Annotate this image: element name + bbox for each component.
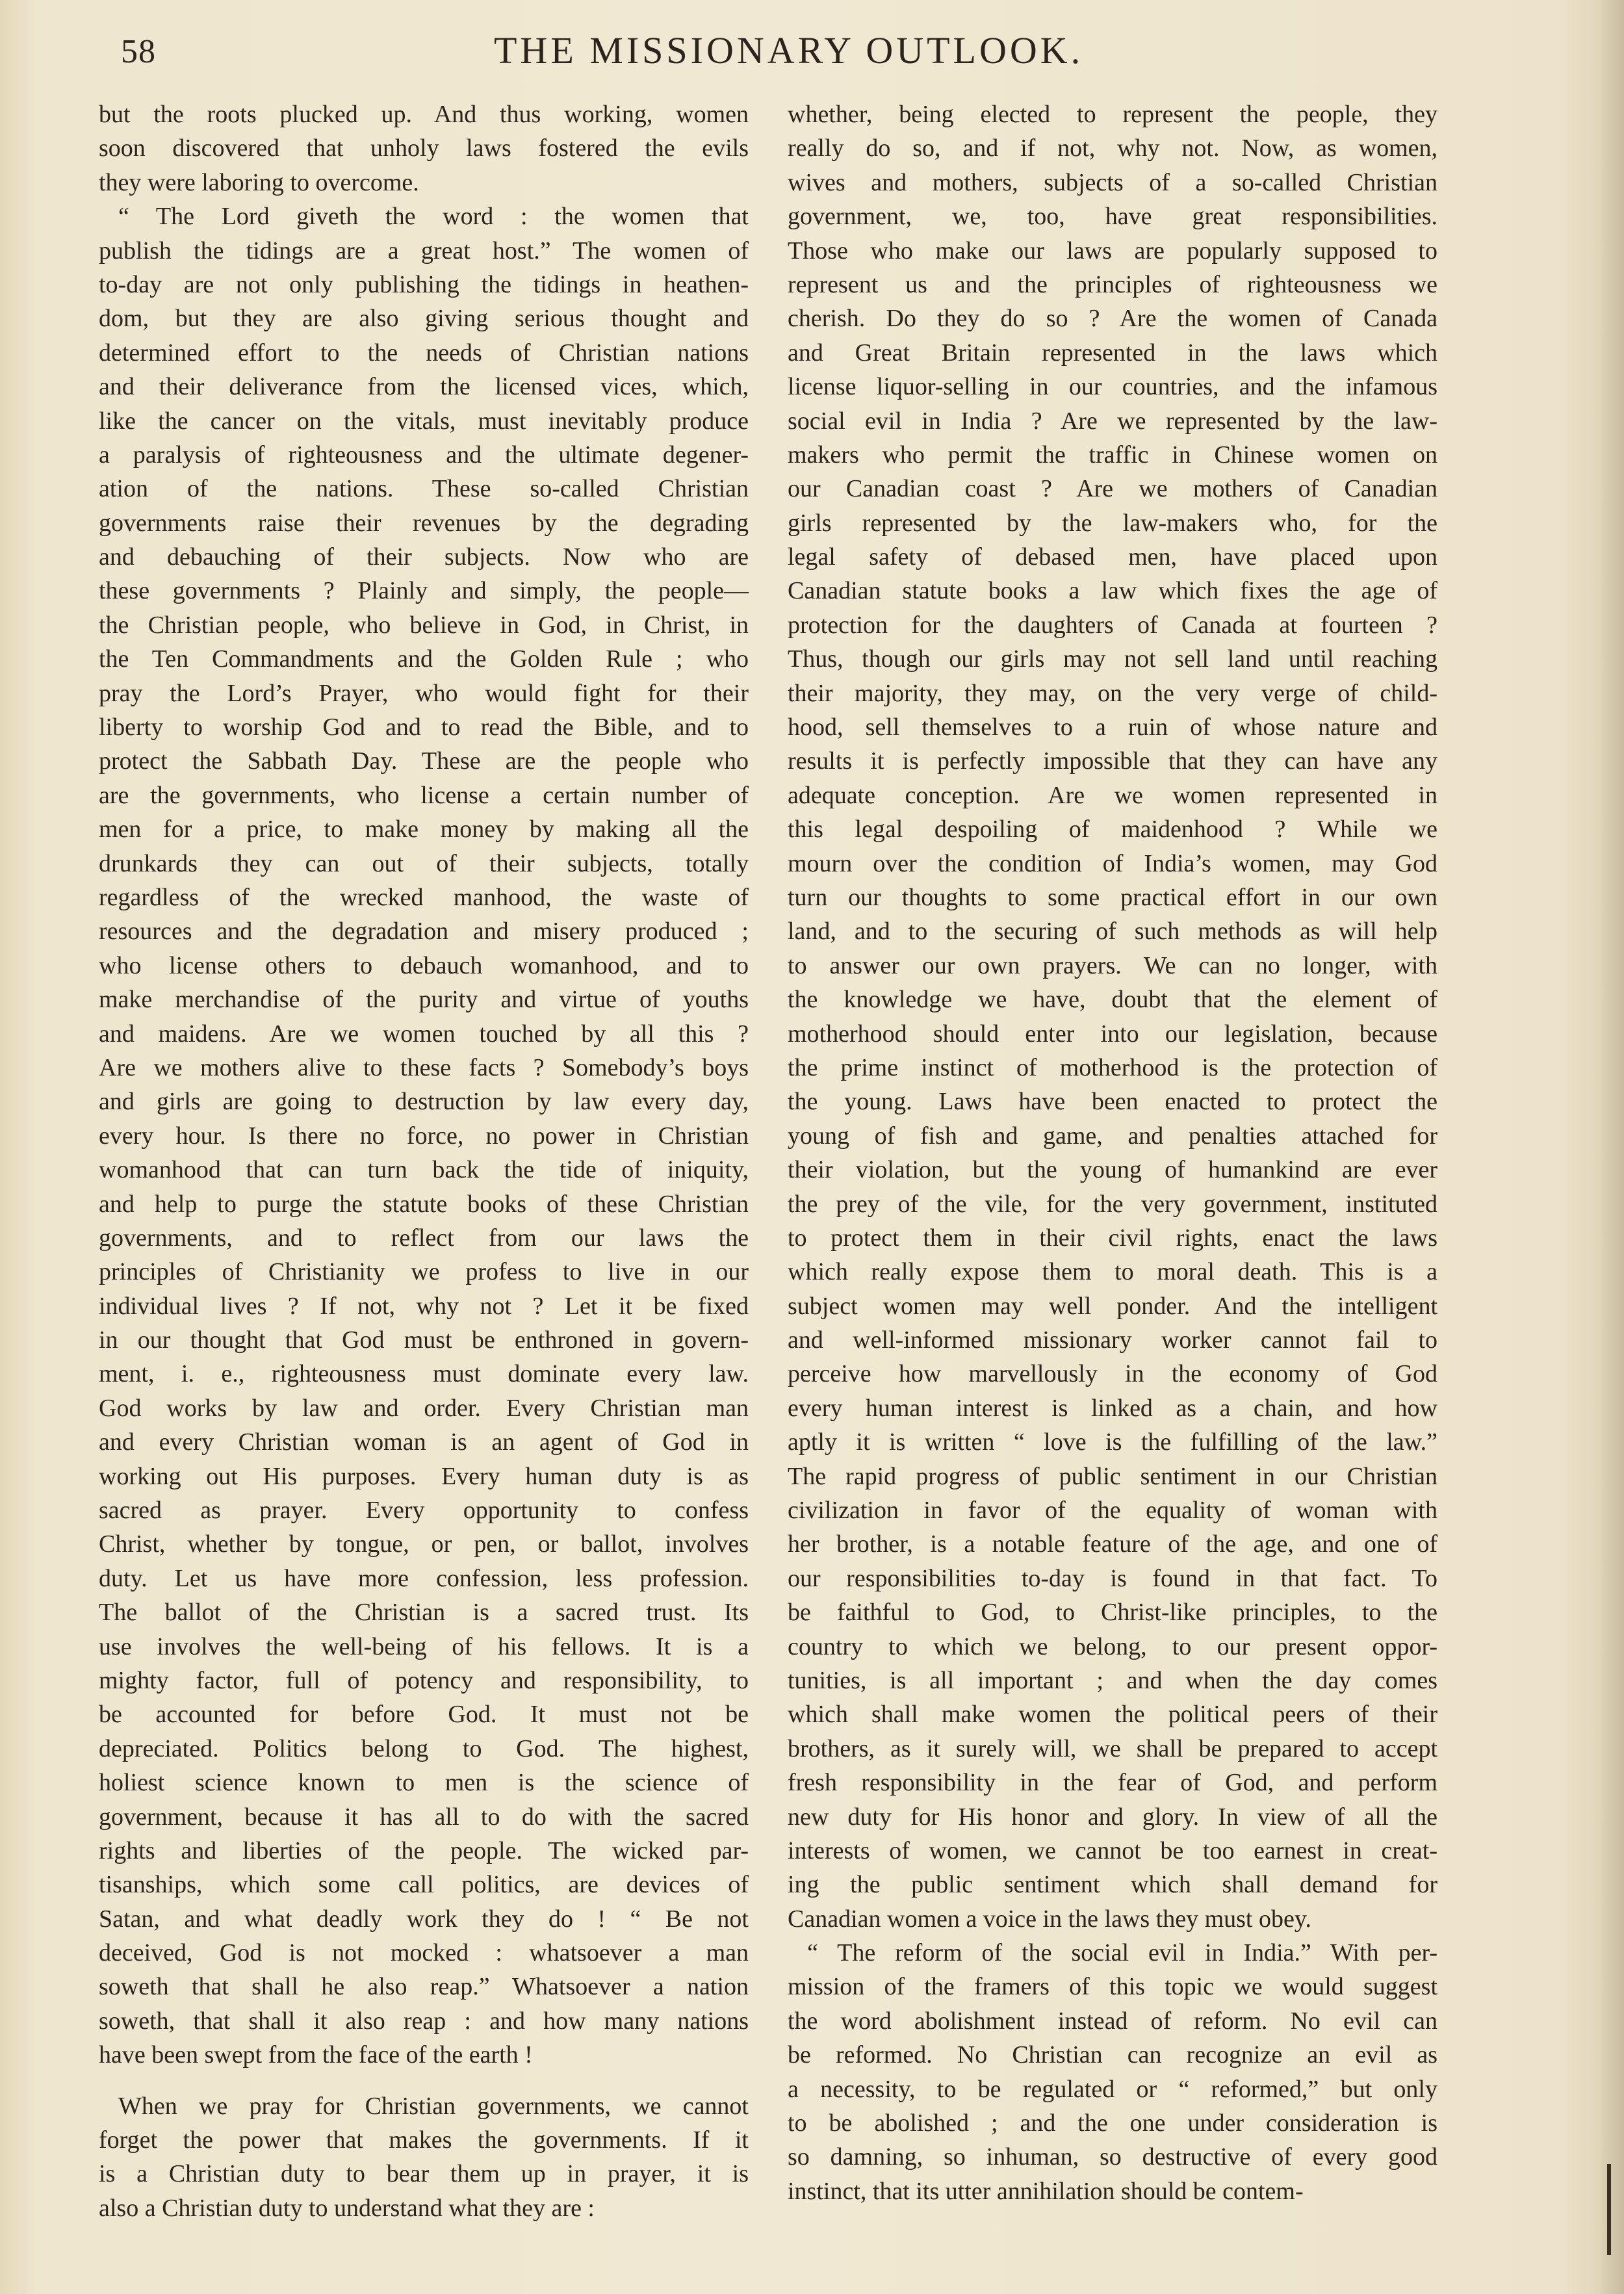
text-line: cherish. Do they do so ? Are the women of Canada <box>788 305 1437 333</box>
text-line: are the governments, who license a certain number of <box>99 781 749 809</box>
text-line: “ The Lord giveth the word : the women that <box>118 203 749 231</box>
page-edge-shadow <box>1598 0 1624 2294</box>
left-column <box>99 97 749 2225</box>
text-line: these governments ? Plainly and simply, the people— <box>99 577 749 605</box>
text-line: publish the tidings are a great host.” The women of <box>99 237 749 264</box>
text-line: governments, and to reflect from our laws the <box>99 1224 749 1252</box>
text-line: turn our thoughts to some practical effort in our own <box>788 883 1437 911</box>
text-line: Are we mothers alive to these facts ? Somebody’s boys <box>99 1053 749 1081</box>
text-line: working out His purposes. Every human duty is as <box>99 1462 749 1490</box>
text-line: government, because it has all to do with the sacred <box>99 1803 749 1831</box>
text-line: depreciated. Politics belong to God. The highest, <box>99 1734 749 1762</box>
text-line: Canadian women a voice in the laws they must obey. <box>788 1905 1311 1933</box>
text-line: individual lives ? If not, why not ? Let it be fixed <box>99 1292 749 1320</box>
right-column <box>788 97 1437 2208</box>
text-line: social evil in India ? Are we represented by the law- <box>788 407 1437 435</box>
text-line: sacred as prayer. Every opportunity to confess <box>99 1497 749 1525</box>
text-line: Christ, whether by tongue, or pen, or ballot, involves <box>99 1530 749 1558</box>
text-line: to protect them in their civil rights, enact the laws <box>788 1224 1437 1252</box>
text-line: and help to purge the statute books of these Christian <box>99 1190 749 1218</box>
text-line: the prime instinct of motherhood is the protection of <box>788 1053 1437 1081</box>
text-line: really do so, and if not, why not. Now, as women, <box>788 135 1437 162</box>
text-line: but the roots plucked up. And thus working, women <box>99 101 749 128</box>
text-line: government, we, too, have great responsibilities. <box>788 203 1437 231</box>
text-line: is a Christian duty to bear them up in prayer, it is <box>99 2160 749 2188</box>
text-line: drunkards they can out of their subjects, totally <box>99 849 749 877</box>
text-line: our responsibilities to-day is found in that fact. To <box>788 1564 1437 1592</box>
text-line: and girls are going to destruction by law every day, <box>99 1088 749 1116</box>
text-line: have been swept from the face of the earth ! <box>99 2041 533 2069</box>
text-line: governments raise their revenues by the degrading <box>99 509 749 537</box>
text-line: The rapid progress of public sentiment in our Christian <box>788 1462 1437 1490</box>
text-line: use involves the well-being of his fellows. It is a <box>99 1632 749 1660</box>
text-line: results it is perfectly impossible that they can have any <box>788 747 1437 775</box>
text-line: their violation, but the young of humankind are ever <box>788 1156 1437 1184</box>
text-line: every human interest is linked as a chain, and how <box>788 1394 1437 1422</box>
text-line: interests of women, we cannot be too earnest in creat- <box>788 1836 1437 1864</box>
text-line: motherhood should enter into our legislation, because <box>788 1020 1437 1048</box>
text-line: also a Christian duty to understand what they are : <box>99 2194 595 2222</box>
text-line: Canadian statute books a law which fixes the age of <box>788 577 1437 605</box>
text-line: principles of Christianity we profess to live in our <box>99 1258 749 1286</box>
text-line: and well-informed missionary worker cannot fail to <box>788 1326 1437 1354</box>
text-line: tisanships, which some call politics, are devices of <box>99 1871 749 1899</box>
text-line: God works by law and order. Every Christian man <box>99 1394 749 1422</box>
text-line: determined effort to the needs of Christian nations <box>99 339 749 367</box>
text-line: and their deliverance from the licensed vices, which, <box>99 373 749 401</box>
paragraph <box>99 200 749 2072</box>
paragraph <box>99 2089 749 2226</box>
text-line: soweth that shall he also reap.” Whatsoever a nation <box>99 1973 749 2001</box>
text-line: legal safety of debased men, have placed upon <box>788 543 1437 571</box>
text-line: regardless of the wrecked manhood, the waste of <box>99 883 749 911</box>
text-line: like the cancer on the vitals, must inevitably produce <box>99 407 749 435</box>
text-line: deceived, God is not mocked : whatsoever a man <box>99 1939 749 1967</box>
text-line: their majority, they may, on the very verge of child- <box>788 679 1437 707</box>
text-line: in our thought that God must be enthroned in govern- <box>99 1326 749 1354</box>
text-line: Satan, and what deadly work they do ! “ Be not <box>99 1905 749 1933</box>
text-line: every hour. Is there no force, no power in Christian <box>99 1122 749 1150</box>
text-line: pray the Lord’s Prayer, who would fight for their <box>99 679 749 707</box>
text-line: fresh responsibility in the fear of God, and perform <box>788 1769 1437 1797</box>
text-line: protection for the daughters of Canada at fourteen ? <box>788 611 1437 639</box>
text-line: the prey of the vile, for the very government, instituted <box>788 1190 1437 1218</box>
text-line: which shall make women the political peers of their <box>788 1701 1437 1729</box>
text-line: resources and the degradation and misery produced ; <box>99 918 749 946</box>
text-line: protect the Sabbath Day. These are the people who <box>99 747 749 775</box>
text-line: liberty to worship God and to read the Bible, and to <box>99 714 749 741</box>
text-line: country to which we belong, to our present oppor- <box>788 1632 1437 1660</box>
text-line: so damning, so inhuman, so destructive of every good <box>788 2143 1437 2171</box>
text-line: When we pray for Christian governments, we cannot <box>118 2092 749 2120</box>
text-line: license liquor-selling in our countries, and the infamous <box>788 373 1437 401</box>
text-line: brothers, as it surely will, we shall be prepared to accept <box>788 1734 1437 1762</box>
page-header <box>97 26 1462 84</box>
text-line: who license others to debauch womanhood, and to <box>99 951 749 979</box>
text-line: mourn over the condition of India’s women, may God <box>788 849 1437 877</box>
text-line: the Christian people, who believe in God, in Christ, in <box>99 611 749 639</box>
text-line: to answer our own prayers. We can no longer, with <box>788 951 1437 979</box>
text-line: to be abolished ; and the one under consideration is <box>788 2109 1437 2137</box>
text-line: our Canadian coast ? Are we mothers of Canadian <box>788 475 1437 503</box>
text-line: they were laboring to overcome. <box>99 168 419 196</box>
text-line: womanhood that can turn back the tide of iniquity, <box>99 1156 749 1184</box>
running-title: THE MISSIONARY OUTLOOK. <box>494 29 1084 71</box>
text-line: her brother, is a notable feature of the age, and one of <box>788 1530 1437 1558</box>
text-line: girls represented by the law-makers who, for the <box>788 509 1437 537</box>
text-line: wives and mothers, subjects of a so-called Christian <box>788 168 1437 196</box>
paragraph <box>99 97 749 200</box>
text-line: rights and liberties of the people. The wicked par- <box>99 1836 749 1864</box>
text-line: be faithful to God, to Christ-like principles, to the <box>788 1599 1437 1627</box>
text-line: mission of the framers of this topic we would suggest <box>788 1973 1437 2001</box>
text-line: duty. Let us have more confession, less profession. <box>99 1564 749 1592</box>
text-line: represent us and the principles of righteousness we <box>788 270 1437 298</box>
page-number: 58 <box>121 33 156 70</box>
paragraph-gap <box>99 2072 749 2089</box>
text-line: men for a price, to make money by making all the <box>99 816 749 844</box>
text-line: instinct, that its utter annihilation should be contem- <box>788 2177 1304 2205</box>
text-line: Those who make our laws are popularly supposed to <box>788 237 1437 264</box>
text-line: a paralysis of righteousness and the ultimate degener- <box>99 441 749 469</box>
text-line: hood, sell themselves to a ruin of whose nature and <box>788 714 1437 741</box>
text-line: the knowledge we have, doubt that the element of <box>788 986 1437 1014</box>
text-line: and debauching of their subjects. Now who are <box>99 543 749 571</box>
text-line: ation of the nations. These so-called Christian <box>99 475 749 503</box>
text-line: adequate conception. Are we women represented in <box>788 781 1437 809</box>
text-line: makers who permit the traffic in Chinese women on <box>788 441 1437 469</box>
text-line: soon discovered that unholy laws fostered the evils <box>99 135 749 162</box>
text-line: perceive how marvellously in the economy of God <box>788 1360 1437 1388</box>
text-line: new duty for His honor and glory. In view of all the <box>788 1803 1437 1831</box>
text-line: aptly it is written “ love is the fulfilling of the law.” <box>788 1428 1437 1456</box>
text-line: dom, but they are also giving serious thought and <box>99 305 749 333</box>
text-line: tunities, is all important ; and when the day comes <box>788 1666 1437 1694</box>
text-line: subject women may well ponder. And the intelligent <box>788 1292 1437 1320</box>
text-line: the Ten Commandments and the Golden Rule ; who <box>99 645 749 673</box>
paragraph <box>788 1936 1437 2208</box>
text-line: the young. Laws have been enacted to protect the <box>788 1088 1437 1116</box>
text-line: civilization in favor of the equality of woman with <box>788 1497 1437 1525</box>
text-line: and every Christian woman is an agent of God in <box>99 1428 749 1456</box>
paragraph <box>788 97 1437 1936</box>
text-line: whether, being elected to represent the people, they <box>788 101 1437 128</box>
text-line: a necessity, to be regulated or “ reformed,” but only <box>788 2075 1437 2103</box>
text-line: The ballot of the Christian is a sacred trust. Its <box>99 1599 749 1627</box>
text-line: this legal despoiling of maidenhood ? While we <box>788 816 1437 844</box>
text-line: be reformed. No Christian can recognize an evil as <box>788 2041 1437 2069</box>
text-line: “ The reform of the social evil in India.” With per- <box>807 1939 1437 1967</box>
text-line: the word abolishment instead of reform. No evil can <box>788 2007 1437 2035</box>
text-line: be accounted for before God. It must not be <box>99 1701 749 1729</box>
binding-mark <box>1607 2164 1611 2255</box>
text-line: mighty factor, full of potency and responsibility, to <box>99 1666 749 1694</box>
text-line: forget the power that makes the governments. If it <box>99 2126 749 2154</box>
text-line: land, and to the securing of such methods as will help <box>788 918 1437 946</box>
text-line: soweth, that shall it also reap : and how many nations <box>99 2007 749 2035</box>
text-line: which really expose them to moral death. This is a <box>788 1258 1437 1286</box>
text-line: ment, i. e., righteousness must dominate every law. <box>99 1360 749 1388</box>
text-line: to-day are not only publishing the tidings in heathen- <box>99 270 749 298</box>
text-line: Thus, though our girls may not sell land until reaching <box>788 645 1437 673</box>
text-line: holiest science known to men is the science of <box>99 1769 749 1797</box>
text-line: make merchandise of the purity and virtue of youths <box>99 986 749 1014</box>
text-line: ing the public sentiment which shall demand for <box>788 1871 1437 1899</box>
text-line: and Great Britain represented in the laws which <box>788 339 1437 367</box>
text-line: and maidens. Are we women touched by all this ? <box>99 1020 749 1048</box>
text-line: young of fish and game, and penalties attached for <box>788 1122 1437 1150</box>
